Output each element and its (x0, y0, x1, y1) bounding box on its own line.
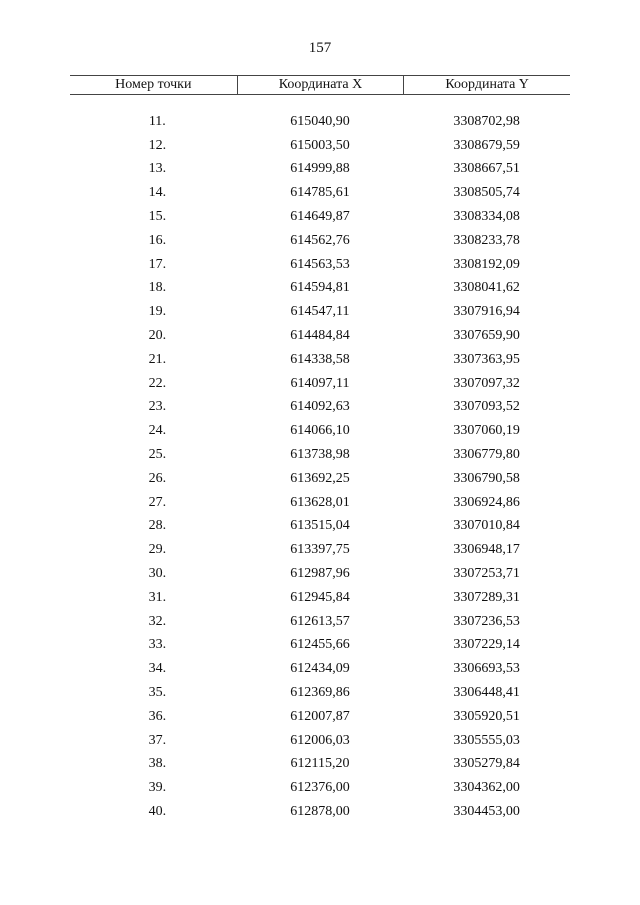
table-row (70, 181, 570, 205)
table-row (70, 562, 570, 586)
cell-point-number: 38. (148, 756, 167, 772)
cell-coordinate-x: 612434,09 (290, 661, 350, 677)
cell-point-number: 24. (148, 423, 167, 439)
table-row (70, 134, 570, 158)
cell-point-number: 30. (148, 566, 167, 582)
cell-coordinate-y: 3306693,53 (453, 661, 520, 677)
cell-coordinate-y: 3307659,90 (453, 328, 520, 344)
cell-coordinate-y: 3308505,74 (453, 185, 520, 201)
table-row (70, 205, 570, 229)
cell-coordinate-x: 614594,81 (290, 280, 350, 296)
cell-coordinate-x: 614066,10 (290, 423, 350, 439)
table-row (70, 538, 570, 562)
table-row (70, 348, 570, 372)
cell-point-number: 39. (148, 780, 167, 796)
cell-point-number: 18. (148, 280, 167, 296)
cell-point-number: 27. (148, 494, 167, 510)
cell-coordinate-y: 3307253,71 (453, 566, 520, 582)
header-coordinate-x: Координата X (237, 76, 404, 94)
table-row (70, 586, 570, 610)
table-header (70, 75, 570, 95)
cell-point-number: 36. (148, 708, 167, 724)
cell-coordinate-x: 612376,00 (290, 780, 350, 796)
table-row (70, 467, 570, 491)
table-row (70, 610, 570, 634)
table-row (70, 324, 570, 348)
cell-point-number: 20. (148, 328, 167, 344)
cell-point-number: 22. (148, 375, 167, 391)
cell-coordinate-x: 612613,57 (290, 613, 350, 629)
cell-coordinate-y: 3306779,80 (453, 447, 520, 463)
cell-coordinate-y: 3304362,00 (453, 780, 520, 796)
table-row (70, 372, 570, 396)
table-row (70, 729, 570, 753)
cell-coordinate-x: 612007,87 (290, 708, 350, 724)
cell-coordinate-x: 614097,11 (290, 375, 350, 391)
coordinates-table-body (70, 110, 570, 824)
cell-coordinate-x: 612006,03 (290, 732, 350, 748)
cell-coordinate-y: 3305920,51 (453, 708, 520, 724)
cell-point-number: 12. (148, 137, 167, 153)
cell-coordinate-x: 614338,58 (290, 351, 350, 367)
cell-coordinate-y: 3306924,86 (453, 494, 520, 510)
cell-coordinate-x: 613628,01 (290, 494, 350, 510)
cell-coordinate-y: 3308679,59 (453, 137, 520, 153)
cell-coordinate-y: 3308041,62 (453, 280, 520, 296)
cell-coordinate-y: 3307097,32 (453, 375, 520, 391)
table-row (70, 396, 570, 420)
cell-coordinate-x: 614092,63 (290, 399, 350, 415)
cell-point-number: 32. (148, 613, 167, 629)
cell-point-number: 40. (148, 804, 167, 819)
cell-coordinate-y: 3306948,17 (453, 542, 520, 558)
table-row (70, 515, 570, 539)
cell-coordinate-y: 3304453,00 (453, 804, 520, 819)
cell-coordinate-y: 3307060,19 (453, 423, 520, 439)
cell-point-number: 13. (148, 161, 167, 177)
cell-coordinate-x: 613397,75 (290, 542, 350, 558)
cell-coordinate-y: 3308334,08 (453, 209, 520, 225)
cell-coordinate-x: 612945,84 (290, 589, 350, 605)
page-number: 157 (308, 40, 332, 56)
cell-coordinate-y: 3306448,41 (453, 685, 520, 701)
cell-coordinate-x: 612987,96 (290, 566, 350, 582)
table-row (70, 634, 570, 658)
cell-coordinate-x: 615003,50 (290, 137, 350, 153)
cell-point-number: 21. (148, 351, 167, 367)
cell-coordinate-x: 614649,87 (290, 209, 350, 225)
cell-coordinate-y: 3306790,58 (453, 470, 520, 486)
cell-point-number: 37. (148, 732, 167, 748)
cell-coordinate-x: 614484,84 (290, 328, 350, 344)
cell-point-number: 31. (148, 589, 167, 605)
cell-coordinate-x: 612878,00 (290, 804, 350, 819)
cell-coordinate-x: 613515,04 (290, 518, 350, 534)
cell-coordinate-x: 613738,98 (290, 447, 350, 463)
cell-coordinate-y: 3308667,51 (453, 161, 520, 177)
cell-coordinate-y: 3305555,03 (453, 732, 520, 748)
cell-point-number: 26. (148, 470, 167, 486)
table-row (70, 419, 570, 443)
table-row (70, 158, 570, 182)
cell-coordinate-x: 612115,20 (290, 756, 350, 772)
cell-point-number: 33. (148, 637, 167, 653)
table-row (70, 300, 570, 324)
cell-coordinate-x: 614999,88 (290, 161, 350, 177)
table-row (70, 753, 570, 777)
cell-coordinate-y: 3307916,94 (453, 304, 520, 320)
header-coordinate-y: Координата Y (403, 76, 570, 94)
cell-point-number: 25. (148, 447, 167, 463)
table-row (70, 491, 570, 515)
cell-coordinate-y: 3308192,09 (453, 256, 520, 272)
table-row (70, 253, 570, 277)
table-row (70, 110, 570, 134)
cell-coordinate-y: 3308702,98 (453, 113, 520, 129)
table-row (70, 705, 570, 729)
table-row (70, 229, 570, 253)
cell-coordinate-y: 3308233,78 (453, 232, 520, 248)
cell-coordinate-x: 614547,11 (290, 304, 350, 320)
cell-point-number: 17. (148, 256, 167, 272)
table-row (70, 800, 570, 824)
cell-coordinate-x: 614562,76 (290, 232, 350, 248)
table-row (70, 443, 570, 467)
cell-point-number: 28. (148, 518, 167, 534)
cell-point-number: 19. (148, 304, 167, 320)
cell-point-number: 11. (148, 113, 166, 129)
table-row (70, 657, 570, 681)
cell-point-number: 34. (148, 661, 167, 677)
cell-point-number: 16. (148, 232, 167, 248)
cell-coordinate-x: 613692,25 (290, 470, 350, 486)
cell-coordinate-x: 614563,53 (290, 256, 350, 272)
cell-coordinate-y: 3307289,31 (453, 589, 520, 605)
cell-point-number: 29. (148, 542, 167, 558)
cell-point-number: 35. (148, 685, 167, 701)
cell-coordinate-y: 3307010,84 (453, 518, 520, 534)
cell-coordinate-y: 3305279,84 (453, 756, 520, 772)
header-point-number: Номер точки (115, 77, 192, 92)
cell-coordinate-x: 615040,90 (290, 113, 350, 129)
cell-coordinate-x: 612455,66 (290, 637, 350, 653)
table-row (70, 776, 570, 800)
cell-coordinate-x: 612369,86 (290, 685, 350, 701)
cell-coordinate-y: 3307229,14 (453, 637, 520, 653)
cell-point-number: 15. (148, 209, 167, 225)
cell-coordinate-y: 3307363,95 (453, 351, 520, 367)
cell-coordinate-y: 3307236,53 (453, 613, 520, 629)
table-row (70, 681, 570, 705)
cell-coordinate-x: 614785,61 (290, 185, 350, 201)
cell-coordinate-y: 3307093,52 (453, 399, 520, 415)
cell-point-number: 14. (148, 185, 167, 201)
table-row (70, 277, 570, 301)
cell-point-number: 23. (148, 399, 167, 415)
